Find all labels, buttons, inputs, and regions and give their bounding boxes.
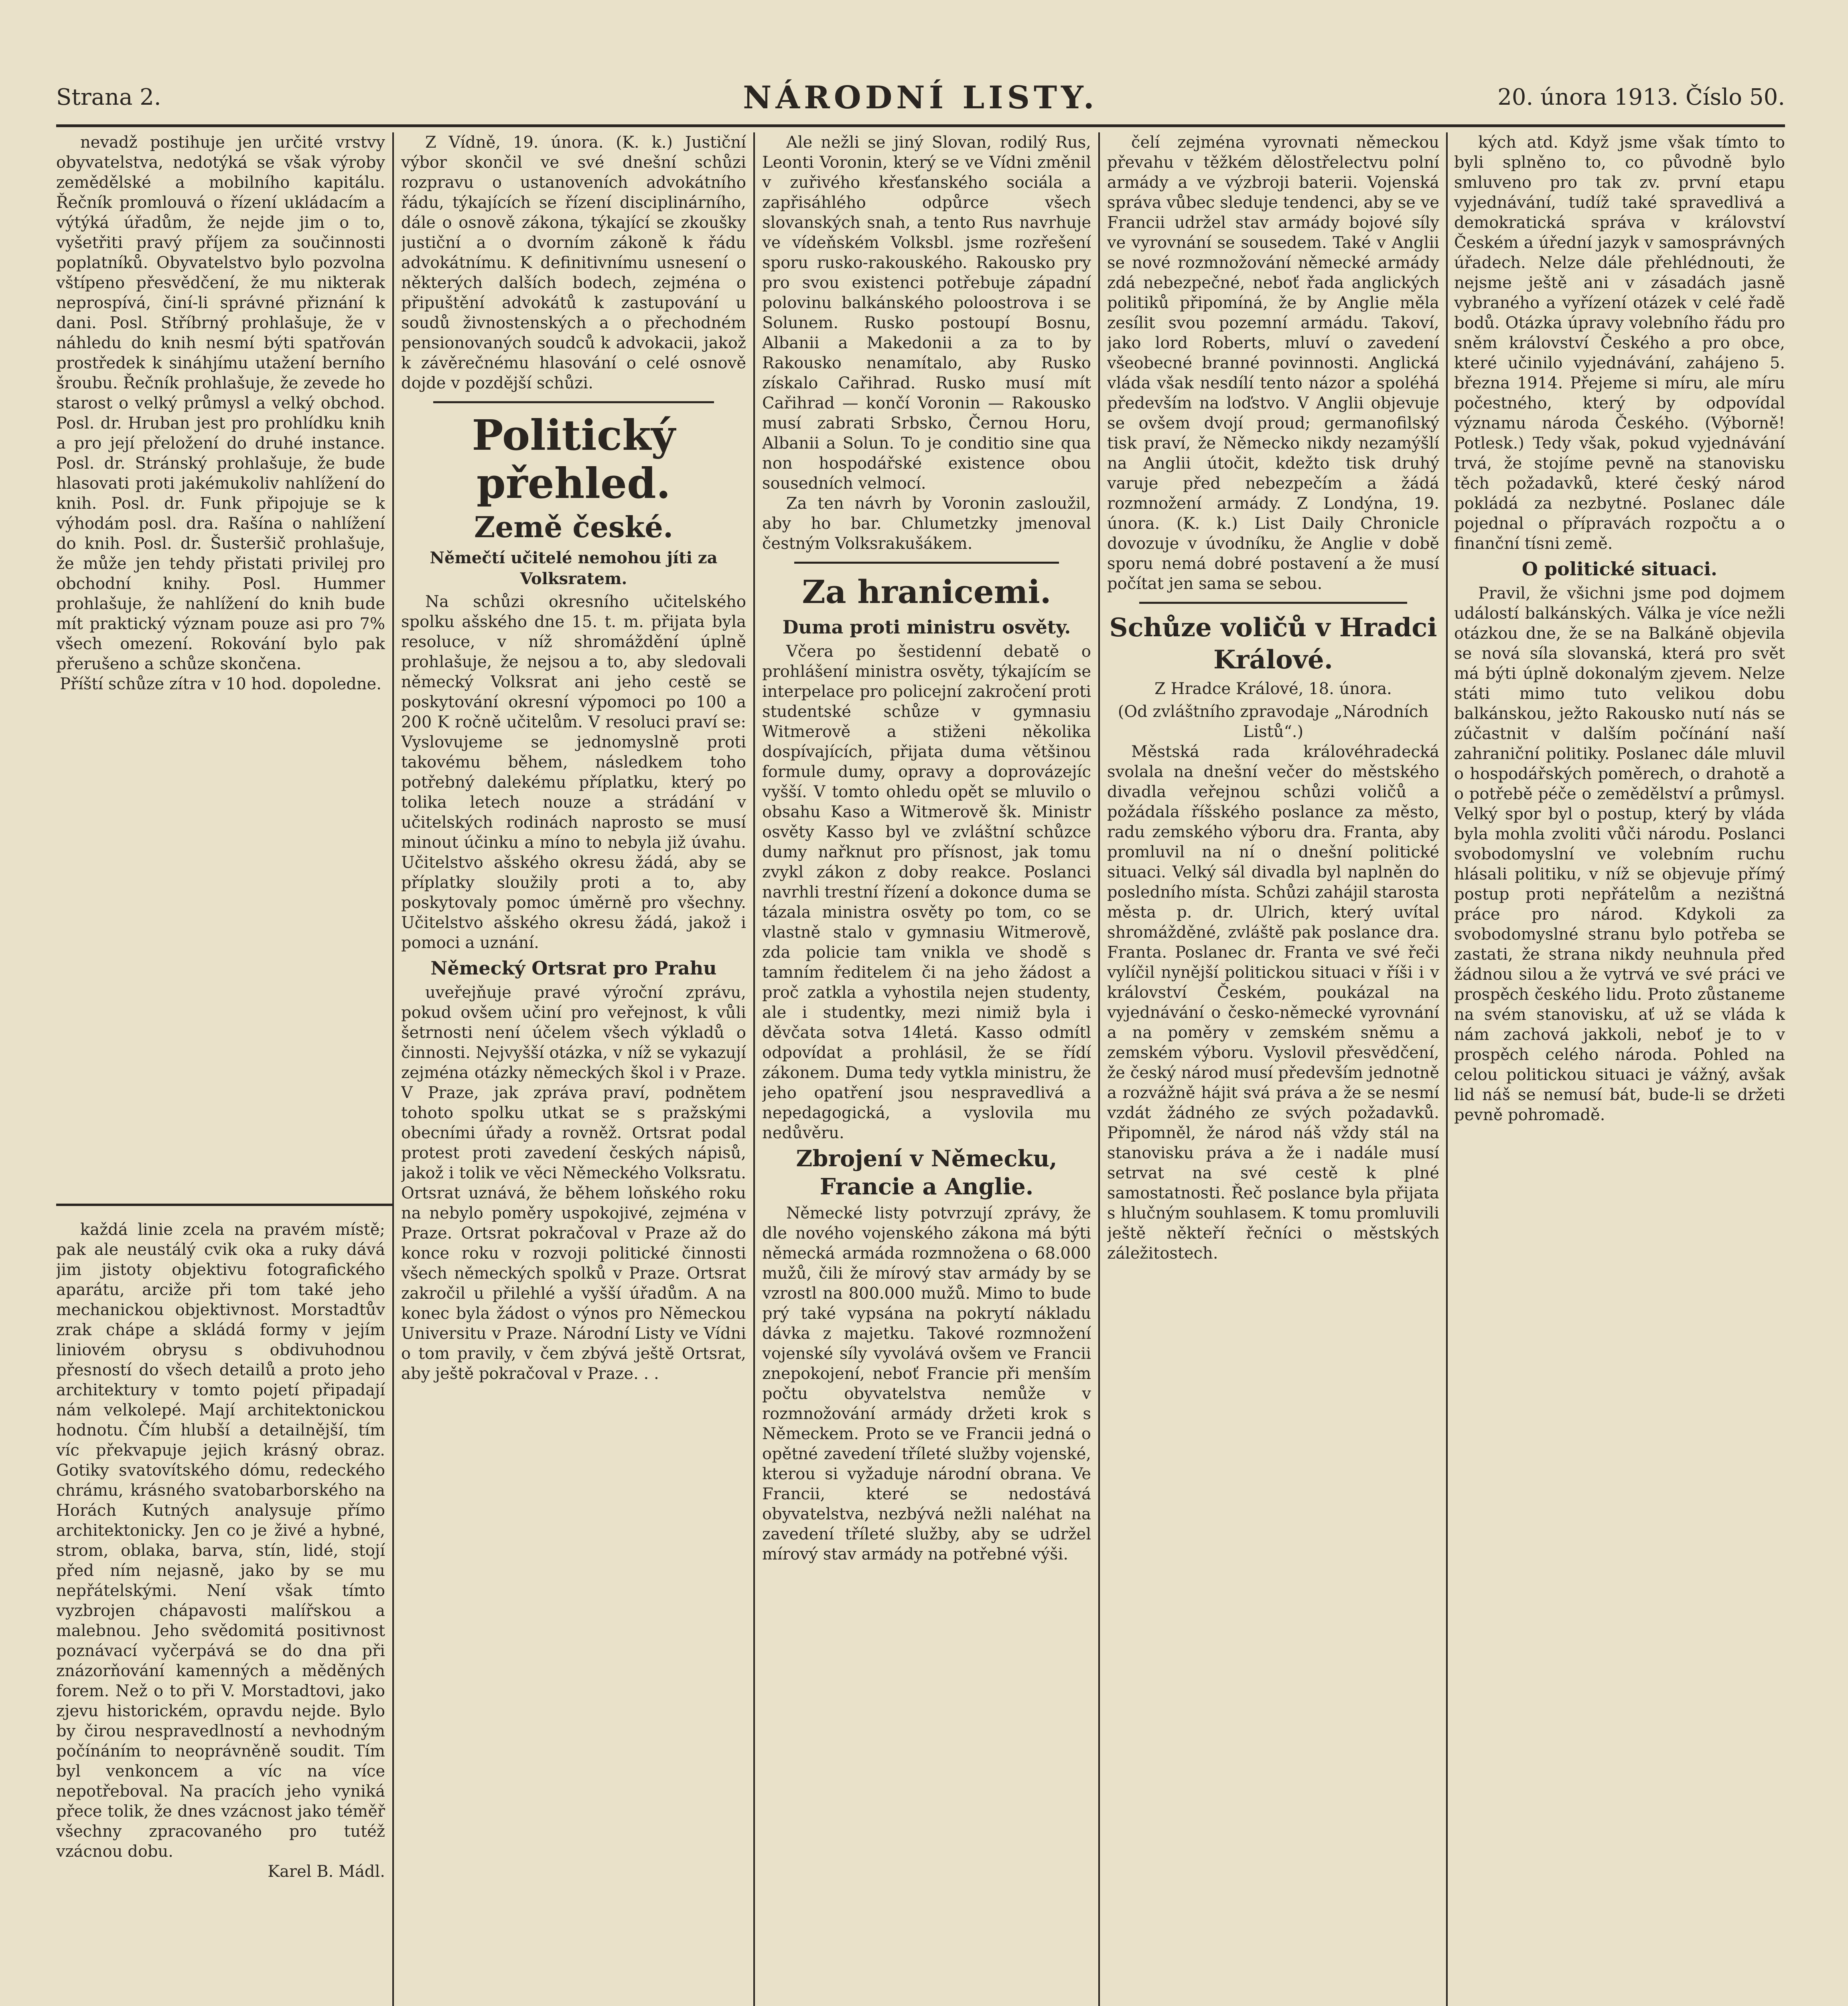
section-title-abroad: Za hranicemi. <box>802 573 1051 611</box>
feuilleton-rule <box>56 1204 393 1206</box>
meeting-source-note: (Od zvláštního zpravodaje „Národních Listů“.) <box>1118 703 1429 741</box>
voronin-article: Ale nežli se jiný Slovan, rodilý Rus, Leonti Voronin, který se ve Vídni změnil v zuřivého křesťanského sociála a zapřisáhlého odpůrce všech slovanských snah, a tento Rus navrhuje ve vídeňském Volksbl. jsme rozřešení sporu rusko-rakouského. Rakousko pry pro svou existenci potřebuje západní polovinu balkánského poloostrova i se Solunem. Rusko postoupí Bosnu, Albanii a Makedonii a za to by Rakousko nenamítalo, aby Rusko získalo Cařihrad. Rusko musí mít Cařihrad — končí Voronin — Rakousko musí zabrati Srbsko, Černou Horu, Albanii a Solun. To je conditio sine qua non hospodářské existence obou sousedních velmocí. <box>762 133 1091 493</box>
speech-continued: kých atd. Když jsme však tímto to byli splněno to, co původně bylo smluveno pro tak zv. první etapu vyjednávání, tudíž také spravedlivá a demokratická správa v království Českém a úřední jazyk v samosprávných úřadech. Nelze dále přehlédnouti, že nejsme ještě ani v zásadách jasně vybraného a vyřízení otázek v celé řadě bodů. Otázka úpravy volebního řádu pro sněm království Českého a pro obce, které učinilo vyjednávání, zahájeno 5. března 1914. Přejeme si míru, ale míru počestného, který by odpovídal významu národa Českého. (Výborně! Potlesk.) Tedy však, pokud vyjednávání trvá, že stojíme pevně na stanovisku těch požadavků, které český národ pokládá za nezbytné. Poslanec dále pojednal o přípravách rozpočtu a o finanční tísni země. <box>1454 133 1785 553</box>
feuilleton-text: každá linie zcela na pravém místě; pak ale neustálý cvik oka a ruky dává jim jistoty objektivu fotografického aparátu, arciže při tom také jeho mechanickou objektivnost. Morstadtův zrak chápe a skládá formy v jejím liniovém obrysu s obdivuhodnou přesností do všech detailů a proto jeho architektury v tomto pojetí připadají nám velkolepé. Mají architektonickou hodnotu. Čím hlubší a detailnější, tím víc překvapuje jejich krásný obraz. Gotiky svatovítského dómu, redeckého chrámu, krásného svatobarborského na Horách Kutných analysuje přímo architektonicky. Jen co je živé a hybné, strom, oblaka, barva, stín, lidé, stojí před ním nejasně, jako by se mu nepřátelskými. Není však tímto vyzbrojen chápavosti malířskou a malebnou. Jeho svědomitá positivnost poznávací vyčerpává se do dna při znázorňování kamenných a měděných forem. Než o to při V. Morstadtovi, jako zjevu historickém, opravdu nejde. Bylo by čirou nespravedlností a nevhodným počínáním to neoprávněně soudit. Tím byl venkoncem a víc na více nepotřeboval. Na pracích jeho vyniká přece tolik, že dnes vzácnost jako téměř všechny zpracovaného pro tutéž vzácnou dobu. <box>56 1220 385 1861</box>
column-rule <box>753 132 755 2006</box>
article-title-teachers: Němečtí učitelé nemohou jíti za Volksratem. <box>430 548 718 588</box>
column-4 <box>1107 132 1439 2006</box>
political-situation-text: Pravil, že všichni jsme pod dojmem událostí balkánských. Válka je více nežli otázkou dne, že se na Balkáně objevila se nová síla slovanská, která pro svět má býti úplně dokonalým zjevem. Nelze státi mimo tuto velikou dobu balkánskou, ježto Rakousko nutí nás se zúčastnit v dalším počínání naší zahraniční politiky. Poslanec dále mluvil o hospodářských poměrech, o drahotě a o potřebě péče o zemědělství a průmysl. Velký spor byl o postup, který by vláda byla mohla zvoliti vůči národu. Poslanci svobodomyslní ve volebním ruchu hlásali politiku, v níž se objevuje přímý postup proti nepřátelům a nezištná práce pro národ. Kdykoli za svobodomyslné stranu bylo potřeba se zastati, že strana nikdy neuhnula před žádnou silou a že vytrvá ve své práci ve prospěch českého lidu. Proto zůstaneme na svém stanovisku, ať už se vláda k nám zachová jakkoli, neboť je to v prospěch celého národa. Pohled na celou politickou situaci je vážný, avšak lid náš se nemusí bát, bude-li se držeti pevně pohromadě. <box>1454 584 1785 1124</box>
meeting-report: Městská rada královéhradecká svolala na dnešní večer do městského divadla veřejnou schůzi voličů a požádala říšského poslance za město, radu zemského výboru dra. Franta, aby promluvil na ní o dnešní politické situaci. Velký sál divadla byl naplněn do posledního místa. Schůzi zahájil starosta města p. dr. Ulrich, který uvítal shromážděné, zvláště pak poslance dra. Franta. Poslanec dr. Franta ve své řeči vylíčil nynější politickou situaci v říši i v království Českém, poukázal na vyjednávání o česko-německé vyrovnání a na poměry v zemském sněmu a zemském výboru. Vyslovil přesvědčení, že český národ musí především jednotně a rozvážně hájit svá práva a že se nesmí vzdát žádného ze svých požadavků. Připomněl, že národ náš vždy stál na stanovisku práva a že i nadále musí setrvat na své cestě k plné samostatnosti. Řeč poslance byla přijata s hlučným souhlasem. K tomu promluvili ještě někteří řečníci o městských záležitostech. <box>1107 743 1439 1263</box>
column-rule <box>392 132 394 2006</box>
session-closing: Příští schůze zítra v 10 hod. dopoledne. <box>60 675 381 693</box>
justice-committee-report: Z Vídně, 19. února. (K. k.) Justiční výbor skončil ve své dnešní schůzi rozpravu o ustanoveních advokátního řádu, týkajících se řízení disciplinárního, dále o osnově zákona, týkající se zkoušky justiční a o dvorním zákoně k řádu advokátnímu. K definitivnímu usnesení o některých dalších bodech, zejména o připuštění advokátů k zastupování u soudů živnostenských a o přechodném pensionovaných soudců k advokacii, jakož k závěrečnému hlasování o celé osnově dojde v pozdější schůzi. <box>401 133 746 392</box>
section-divider <box>433 401 714 403</box>
article-title-political-situation: O politické situaci. <box>1521 558 1718 580</box>
article-text-armament: Německé listy potvrzují zprávy, že dle nového vojenského zákona má býti německá armáda rozmnožena o 68.000 mužů, čili že mírový stav armády by se vzrostl na 800.000 mužů. Mimo to bude prý také vypsána na pokrytí nákladu dávka z majetku. Takové rozmnožení vojenské síly vyvolává ovšem ve Francii znepokojení, neboť Francie při menším počtu obyvatelstva nemůže v rozmnožování armády držeti krok s Německem. Proto se ve Francii jedná o opětné zavedení tříleté služby vojenské, kterou si vyžaduje národní obrana. Ve Francii, které se nedostává obyvatelstva, nezbývá nežli naléhat na zavedení tříleté služby, aby se udržel mírový stav armády na potřebné výši. <box>762 1204 1091 1563</box>
section-title-political: Politický přehled. <box>472 410 676 508</box>
article-text-duma: Včera po šestidenní debatě o prohlášení ministra osvěty, týkajícím se interpelace pro policejní zakročení proti studentské schůze v gymnasiu Witmerově a stiženi několika dospívajících, přijata duma většinou formule dumy, opravy a doprovázejíc vyšší. V tomto ohledu opět se mluvilo o obsahu Kaso a Witmerově šk. Ministr osvěty Kasso byl ve zvláštní schůzce dumy nařknut pro přísnost, jak tomu zvykl zákon z doby reakce. Poslanci navrhli trestní řízení a dokonce duma se tázala ministra osvěty po tom, co se vlastně stalo v gymnasiu Witmerově, zda policie tam vnikla ve shodě s tamním ředitelem či na jeho žádost a proč zatkla a vyhostila nejen studenty, ale i studentky, mezi nimiž byla i děvčata sotva 14letá. Kasso odmítl odpovídat a prohlásil, že se řídí zákonem. Duma tedy vytkla ministru, že jeho opatření jsou nespravedlivá a nepedagogická, a vyslovila mu nedůvěru. <box>762 642 1091 1142</box>
article-title-armament: Zbrojení v Německu, Francie a Anglie. <box>796 1145 1057 1200</box>
page-number: Strana 2. <box>56 84 161 110</box>
page-header <box>56 76 1785 127</box>
column-rule <box>1098 132 1100 2006</box>
armament-continued: čelí zejména vyrovnati německou převahu v těžkém dělostřelectvu polní armády a ve výzbroji baterii. Vojenská správa vůbec sleduje tendenci, aby se ve Francii udržel stav armády bojové síly ve vyrovnání se sousedem. Také v Anglii se nové rozmnožování německé armády zdá nebezpečné, neboť řada anglických politiků připomíná, že by Anglie měla zesílit svou pozemní armádu. Takoví, jako lord Roberts, mluví o zavedení všeobecné branné povinnosti. Anglická vláda však nesdílí tento názor a spoléhá především na loďstvo. V Anglii objevuje se ovšem dvojí proud; germanofilský tisk praví, že Německo nikdy nezamýšlí na Anglii útočit, kdežto tisk druhý varuje před nebezpečím a žádá rozmnožení armády. Z Londýna, 19. února. (K. k.) List Daily Chronicle dovozuje v úvodníku, že Anglie v době sporu nemá dobré postavení a že musí počítat jen sama se sebou. <box>1107 133 1439 593</box>
column-2 <box>401 132 746 2006</box>
section-title-voters-meeting: Schůze voličů v Hradci Králové. <box>1109 613 1437 675</box>
meeting-dateline: Z Hradce Králové, 18. února. <box>1154 680 1392 698</box>
column-1-top <box>56 132 385 1192</box>
column-3 <box>762 132 1091 2006</box>
column-5 <box>1454 132 1785 2006</box>
article-title-ortsrat: Německý Ortsrat pro Prahu <box>430 957 717 979</box>
article-text-ortsrat: uveřejňuje pravé výroční zprávu, pokud ovšem učiní pro veřejnost, k vůli šetrnosti není účelem všech výkladů o činnosti. Nejvyšší otázka, v níž se vykazují zejména otázky německých škol i v Praze. V Praze, jak zpráva praví, podnětem tohoto spolku utkat se s pražskými obecními úřady a rovněž. Ortsrat podal protest proti zavedení českých nápisů, jakož i tolik ve věci Německého Volksratu. Ortsrat uznává, že během loňského roku na nebylo poměry uspokojivé, zejména v Praze. Ortsrat pokračoval v Praze až do konce roku v rozvoji politické činnosti všech německých spolků v Praze. Ortsrat zakročil u přilehlé a vyšší úřadům. A na konec byla žádost o výnos pro Německou Universitu v Praze. Národní Listy ve Vídni o tom pravily, v čem zbývá ještě Ortsrat, aby ještě pokračoval v Praze. . . <box>401 983 746 1383</box>
subsection-title-czech-lands: Země české. <box>474 510 673 544</box>
issue-date: 20. února 1913. Číslo 50. <box>1497 84 1785 110</box>
article-text-teachers: Na schůzi okresního učitelského spolku ašského dne 15. t. m. přijata byla resoluce, v níž shromáždění úplně prohlašuje, že nejsou a to, aby sledovali německý Volksrat ani jeho cestě se poskytování okresní výpomoci po 100 a 200 K ročně učitelům. V resoluci praví se: Vyslovujeme se jednomyslně proti takovému během, následkem toho potřebný dalekému příplatku, který po tolika letech nouze a strádání v učitelských rodinách naprosto se musí minout účinku a míno to nebyla již úvahu. Učitelstvo ašského okresu žádá, aby se příplatky sloužily proti a to, aby poskytovaly pomoc úměrně pro všechny. Učitelstvo ašského okresu žádá, jakož i pomoci a uznání. <box>401 593 746 952</box>
column-1-feuilleton <box>56 1220 385 2006</box>
masthead: NÁRODNÍ LISTY. <box>743 79 1098 116</box>
section-divider <box>794 562 1059 564</box>
voronin-note: Za ten návrh by Voronin zasloužil, aby ho bar. Chlumetzky jmenoval čestným Volksrakušákem. <box>762 494 1091 553</box>
column-rule <box>1446 132 1448 2006</box>
parliament-report: nevadž postihuje jen určité vrstvy obyvatelstva, nedotýká se však výroby zemědělské a mobilního kapitálu. Řečník promlouvá o řízení ukládacím a výtýká úřadům, že nejde jim o to, vyšetřiti pravý příjem za součinnosti poplatníků. Obyvatelstvo bylo pozvolna vštípeno přesvědčení, že mu nikterak neprospívá, činí-li správné přiznání k dani. Posl. Stříbrný prohlašuje, že v náhledu do knih nesmí býti spatřován prostředek k sináhjímu utažení berního šroubu. Řečník prohlašuje, že zevede ho starost o velký průmysl a velký obchod. Posl. dr. Hruban jest pro prohlídku knih a pro její přeložení do druhé instance. Posl. dr. Stránský prohlašuje, že bude hlasovati proti jakémukoliv nahlížení do knih. Posl. dr. Funk připojuje se k výhodám posl. dra. Rašína o nahlížení do knih. Posl. dr. Šusteršič prohlašuje, že může jen tehdy přistati privilej pro obchodní knihy. Posl. Hummer prohlašuje, že nahlížení do knih bude mít praktický význam pouze asi pro 7% všech omezení. Rokování bylo pak přerušeno a schůze skončena. <box>56 133 385 673</box>
feuilleton-signature: Karel B. Mádl. <box>268 1862 385 1881</box>
article-title-duma: Duma proti ministru osvěty. <box>782 616 1071 638</box>
section-divider <box>1139 602 1407 604</box>
